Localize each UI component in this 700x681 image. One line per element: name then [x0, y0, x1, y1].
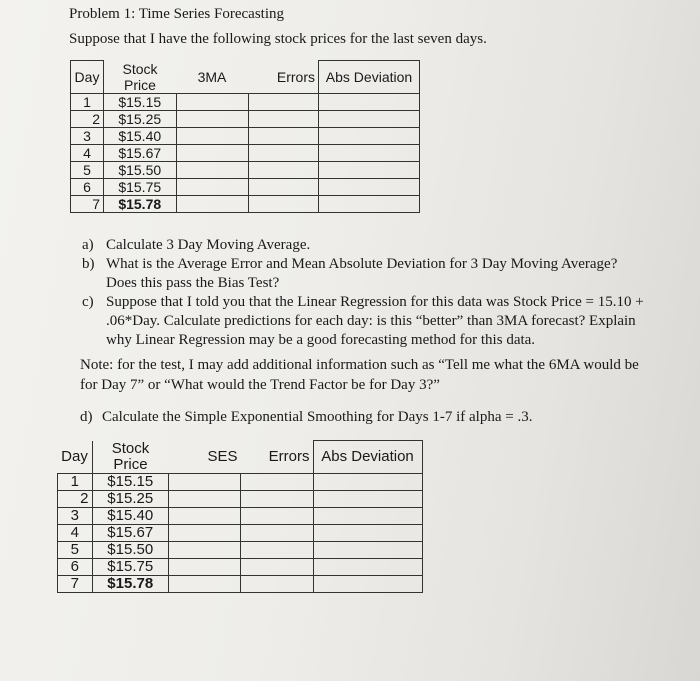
table-row	[71, 93, 420, 110]
price-cell: $15.50	[104, 161, 177, 178]
header-stock-price: Stock Price	[92, 441, 169, 474]
day-cell: 7	[58, 575, 93, 592]
intro-text: Suppose that I have the following stock prices for the last seven days.	[69, 31, 487, 47]
table-row	[71, 127, 420, 144]
stock-table-ses	[57, 440, 423, 593]
empty-cell	[169, 558, 241, 575]
day-cell: 1	[71, 93, 104, 110]
empty-cell	[169, 507, 241, 524]
price-cell: $15.40	[92, 507, 169, 524]
empty-cell	[319, 127, 420, 144]
price-cell: $15.15	[104, 93, 177, 110]
note-line: Note: for the test, I may add additional information such as “Tell me what the 6MA would be	[80, 357, 639, 373]
question-label: c)	[82, 294, 94, 310]
question-text: Suppose that I told you that the Linear Regression for this data was Stock Price = 15.10 +	[106, 294, 644, 310]
table-row	[71, 161, 420, 178]
empty-cell	[313, 507, 422, 524]
table-row	[71, 178, 420, 195]
question-a	[82, 236, 682, 255]
table-row	[58, 524, 423, 541]
price-cell: $15.75	[92, 558, 169, 575]
empty-cell	[248, 127, 319, 144]
header-day: Day	[71, 61, 104, 94]
table-row	[58, 473, 423, 490]
price-cell: $15.75	[104, 178, 177, 195]
empty-cell	[319, 195, 420, 212]
empty-cell	[313, 541, 422, 558]
header-abs-deviation: Abs Deviation	[319, 61, 420, 94]
price-cell: $15.78	[92, 575, 169, 592]
price-cell: $15.40	[104, 127, 177, 144]
day-cell: 7	[71, 195, 104, 212]
empty-cell	[241, 507, 314, 524]
question-label: b)	[82, 256, 95, 272]
question-text: Calculate 3 Day Moving Average.	[106, 237, 311, 253]
empty-cell	[248, 178, 319, 195]
empty-cell	[169, 524, 241, 541]
table-row	[71, 195, 420, 212]
header-abs-deviation: Abs Deviation	[313, 441, 422, 474]
price-cell: $15.25	[104, 110, 177, 127]
table-row	[58, 541, 423, 558]
question-d	[80, 408, 680, 427]
empty-cell	[313, 524, 422, 541]
header-stock-price: Stock Price	[104, 61, 177, 94]
price-cell: $15.25	[92, 490, 169, 507]
day-cell: 5	[71, 161, 104, 178]
price-cell: $15.67	[92, 524, 169, 541]
header-errors: Errors	[248, 61, 319, 94]
question-text: why Linear Regression may be a good forecasting method for this data.	[106, 332, 536, 348]
day-cell: 4	[58, 524, 93, 541]
price-cell: $15.78	[104, 195, 177, 212]
empty-cell	[248, 110, 319, 127]
empty-cell	[248, 93, 319, 110]
empty-cell	[241, 575, 314, 592]
question-list	[82, 236, 682, 350]
empty-cell	[313, 490, 422, 507]
question-text: What is the Average Error and Mean Absolute Deviation for 3 Day Moving Average?	[106, 256, 618, 272]
table-row	[58, 490, 423, 507]
empty-cell	[241, 490, 314, 507]
empty-cell	[169, 541, 241, 558]
empty-cell	[176, 161, 248, 178]
header-ses: SES	[169, 441, 241, 474]
day-cell: 3	[58, 507, 93, 524]
empty-cell	[319, 93, 420, 110]
table-row	[58, 558, 423, 575]
day-cell: 1	[58, 473, 93, 490]
day-cell: 5	[58, 541, 93, 558]
table-row	[58, 575, 423, 592]
price-cell: $15.50	[92, 541, 169, 558]
table-row	[71, 144, 420, 161]
empty-cell	[241, 558, 314, 575]
empty-cell	[319, 161, 420, 178]
empty-cell	[319, 144, 420, 161]
header-3ma: 3MA	[176, 61, 248, 94]
day-cell: 2	[58, 490, 93, 507]
day-cell: 4	[71, 144, 104, 161]
question-label: a)	[82, 237, 94, 253]
day-cell: 3	[71, 127, 104, 144]
empty-cell	[319, 178, 420, 195]
table-row	[58, 507, 423, 524]
empty-cell	[169, 473, 241, 490]
question-text: Does this pass the Bias Test?	[106, 275, 280, 291]
price-cell: $15.67	[104, 144, 177, 161]
empty-cell	[313, 575, 422, 592]
empty-cell	[313, 473, 422, 490]
question-c	[82, 293, 682, 350]
stock-table-3ma	[70, 60, 420, 213]
empty-cell	[241, 524, 314, 541]
empty-cell	[241, 473, 314, 490]
question-text: Calculate the Simple Exponential Smoothing for Days 1-7 if alpha = .3.	[102, 409, 533, 425]
empty-cell	[319, 110, 420, 127]
empty-cell	[248, 144, 319, 161]
question-b	[82, 255, 682, 293]
empty-cell	[176, 144, 248, 161]
empty-cell	[169, 575, 241, 592]
test-note	[80, 355, 680, 395]
empty-cell	[176, 93, 248, 110]
empty-cell	[176, 127, 248, 144]
table-header-row	[71, 61, 420, 94]
day-cell: 6	[58, 558, 93, 575]
problem-title: Problem 1: Time Series Forecasting	[69, 6, 284, 22]
empty-cell	[241, 541, 314, 558]
question-label: d)	[80, 409, 93, 425]
table-row	[71, 110, 420, 127]
empty-cell	[169, 490, 241, 507]
header-errors: Errors	[241, 441, 314, 474]
table-header-row	[58, 441, 423, 474]
empty-cell	[176, 195, 248, 212]
question-text: .06*Day. Calculate predictions for each day: is this “better” than 3MA forecast? Explain	[106, 313, 636, 329]
header-day: Day	[58, 441, 93, 474]
empty-cell	[248, 161, 319, 178]
note-line: for Day 7” or “What would the Trend Factor be for Day 3?”	[80, 377, 440, 393]
empty-cell	[248, 195, 319, 212]
empty-cell	[313, 558, 422, 575]
empty-cell	[176, 110, 248, 127]
day-cell: 2	[71, 110, 104, 127]
empty-cell	[176, 178, 248, 195]
price-cell: $15.15	[92, 473, 169, 490]
day-cell: 6	[71, 178, 104, 195]
